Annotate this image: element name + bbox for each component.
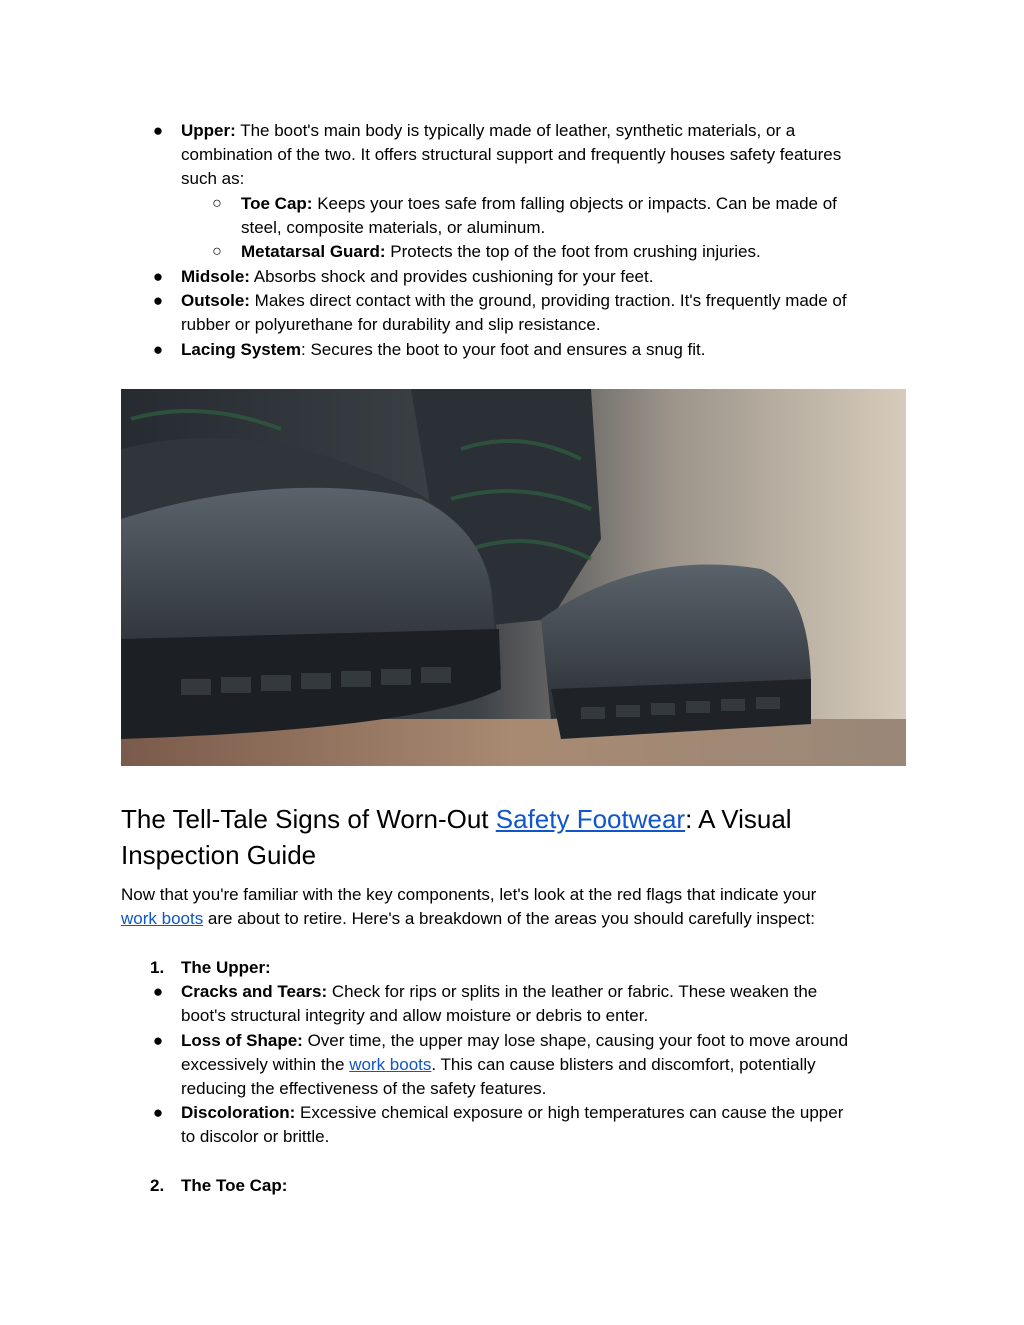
list-item-upper: Upper: The boot's main body is typically made of leather, synthetic materials, or a (181, 121, 796, 140)
intro-paragraph: Now that you're familiar with the key components, let's look at the red flags that indicate your (121, 885, 817, 904)
hollow-bullet: ○ (212, 243, 222, 260)
safety-boots-photo (121, 389, 906, 766)
safety-footwear-link[interactable]: Safety Footwear (495, 804, 686, 834)
hollow-bullet: ○ (212, 195, 222, 212)
list-item-text: rubber or polyurethane for durability and slip resistance. (181, 315, 601, 334)
list-item-text: excessively within the work boots. This can cause blisters and discomfort, potentially (181, 1055, 816, 1074)
bullet: ● (152, 340, 164, 359)
list-item-midsole: Midsole: Absorbs shock and provides cushioning for your feet. (181, 267, 654, 286)
section-heading-line2: Inspection Guide (121, 840, 317, 870)
bullet: ● (152, 1031, 164, 1050)
section-title: The Upper: (181, 958, 271, 977)
bullet: ● (152, 121, 164, 140)
list-item-cracks-tears: Cracks and Tears: Check for rips or splits in the leather or fabric. These weaken the (181, 982, 818, 1001)
list-item-text: reducing the effectiveness of the safety features. (181, 1079, 547, 1098)
list-item-discoloration: Discoloration: Excessive chemical exposure or high temperatures can cause the upper (181, 1103, 844, 1122)
bullet: ● (152, 267, 164, 286)
list-item-metatarsal-guard: Metatarsal Guard: Protects the top of the foot from crushing injuries. (241, 242, 761, 261)
list-item-toe-cap: Toe Cap: Keeps your toes safe from falling objects or impacts. Can be made of (241, 194, 837, 213)
list-number: 2. (150, 1176, 165, 1195)
list-item-text: such as: (181, 169, 245, 188)
list-item-text: to discolor or brittle. (181, 1127, 330, 1146)
list-item-text: boot's structural integrity and allow moisture or debris to enter. (181, 1006, 649, 1025)
work-boots-link[interactable]: work boots (349, 1055, 432, 1074)
intro-paragraph-line2: work boots are about to retire. Here's a breakdown of the areas you should carefully inspect: (121, 909, 816, 928)
term: Upper: (181, 121, 236, 140)
bullet: ● (152, 982, 164, 1001)
list-number: 1. (150, 958, 165, 977)
list-item-lacing-system: Lacing System: Secures the boot to your foot and ensures a snug fit. (181, 340, 706, 359)
section-title: The Toe Cap: (181, 1176, 288, 1195)
list-item-text: steel, composite materials, or aluminum. (241, 218, 546, 237)
list-item-text: combination of the two. It offers structural support and frequently houses safety features (181, 145, 842, 164)
bullet: ● (152, 291, 164, 310)
bullet: ● (152, 1103, 164, 1122)
list-item-loss-of-shape: Loss of Shape: Over time, the upper may lose shape, causing your foot to move around (181, 1031, 849, 1050)
work-boots-link[interactable]: work boots (121, 909, 204, 928)
list-item-outsole: Outsole: Makes direct contact with the ground, providing traction. It's frequently made of (181, 291, 847, 310)
section-heading: The Tell-Tale Signs of Worn-Out Safety Footwear: A Visual (121, 804, 792, 834)
boots-illustration (121, 389, 906, 766)
